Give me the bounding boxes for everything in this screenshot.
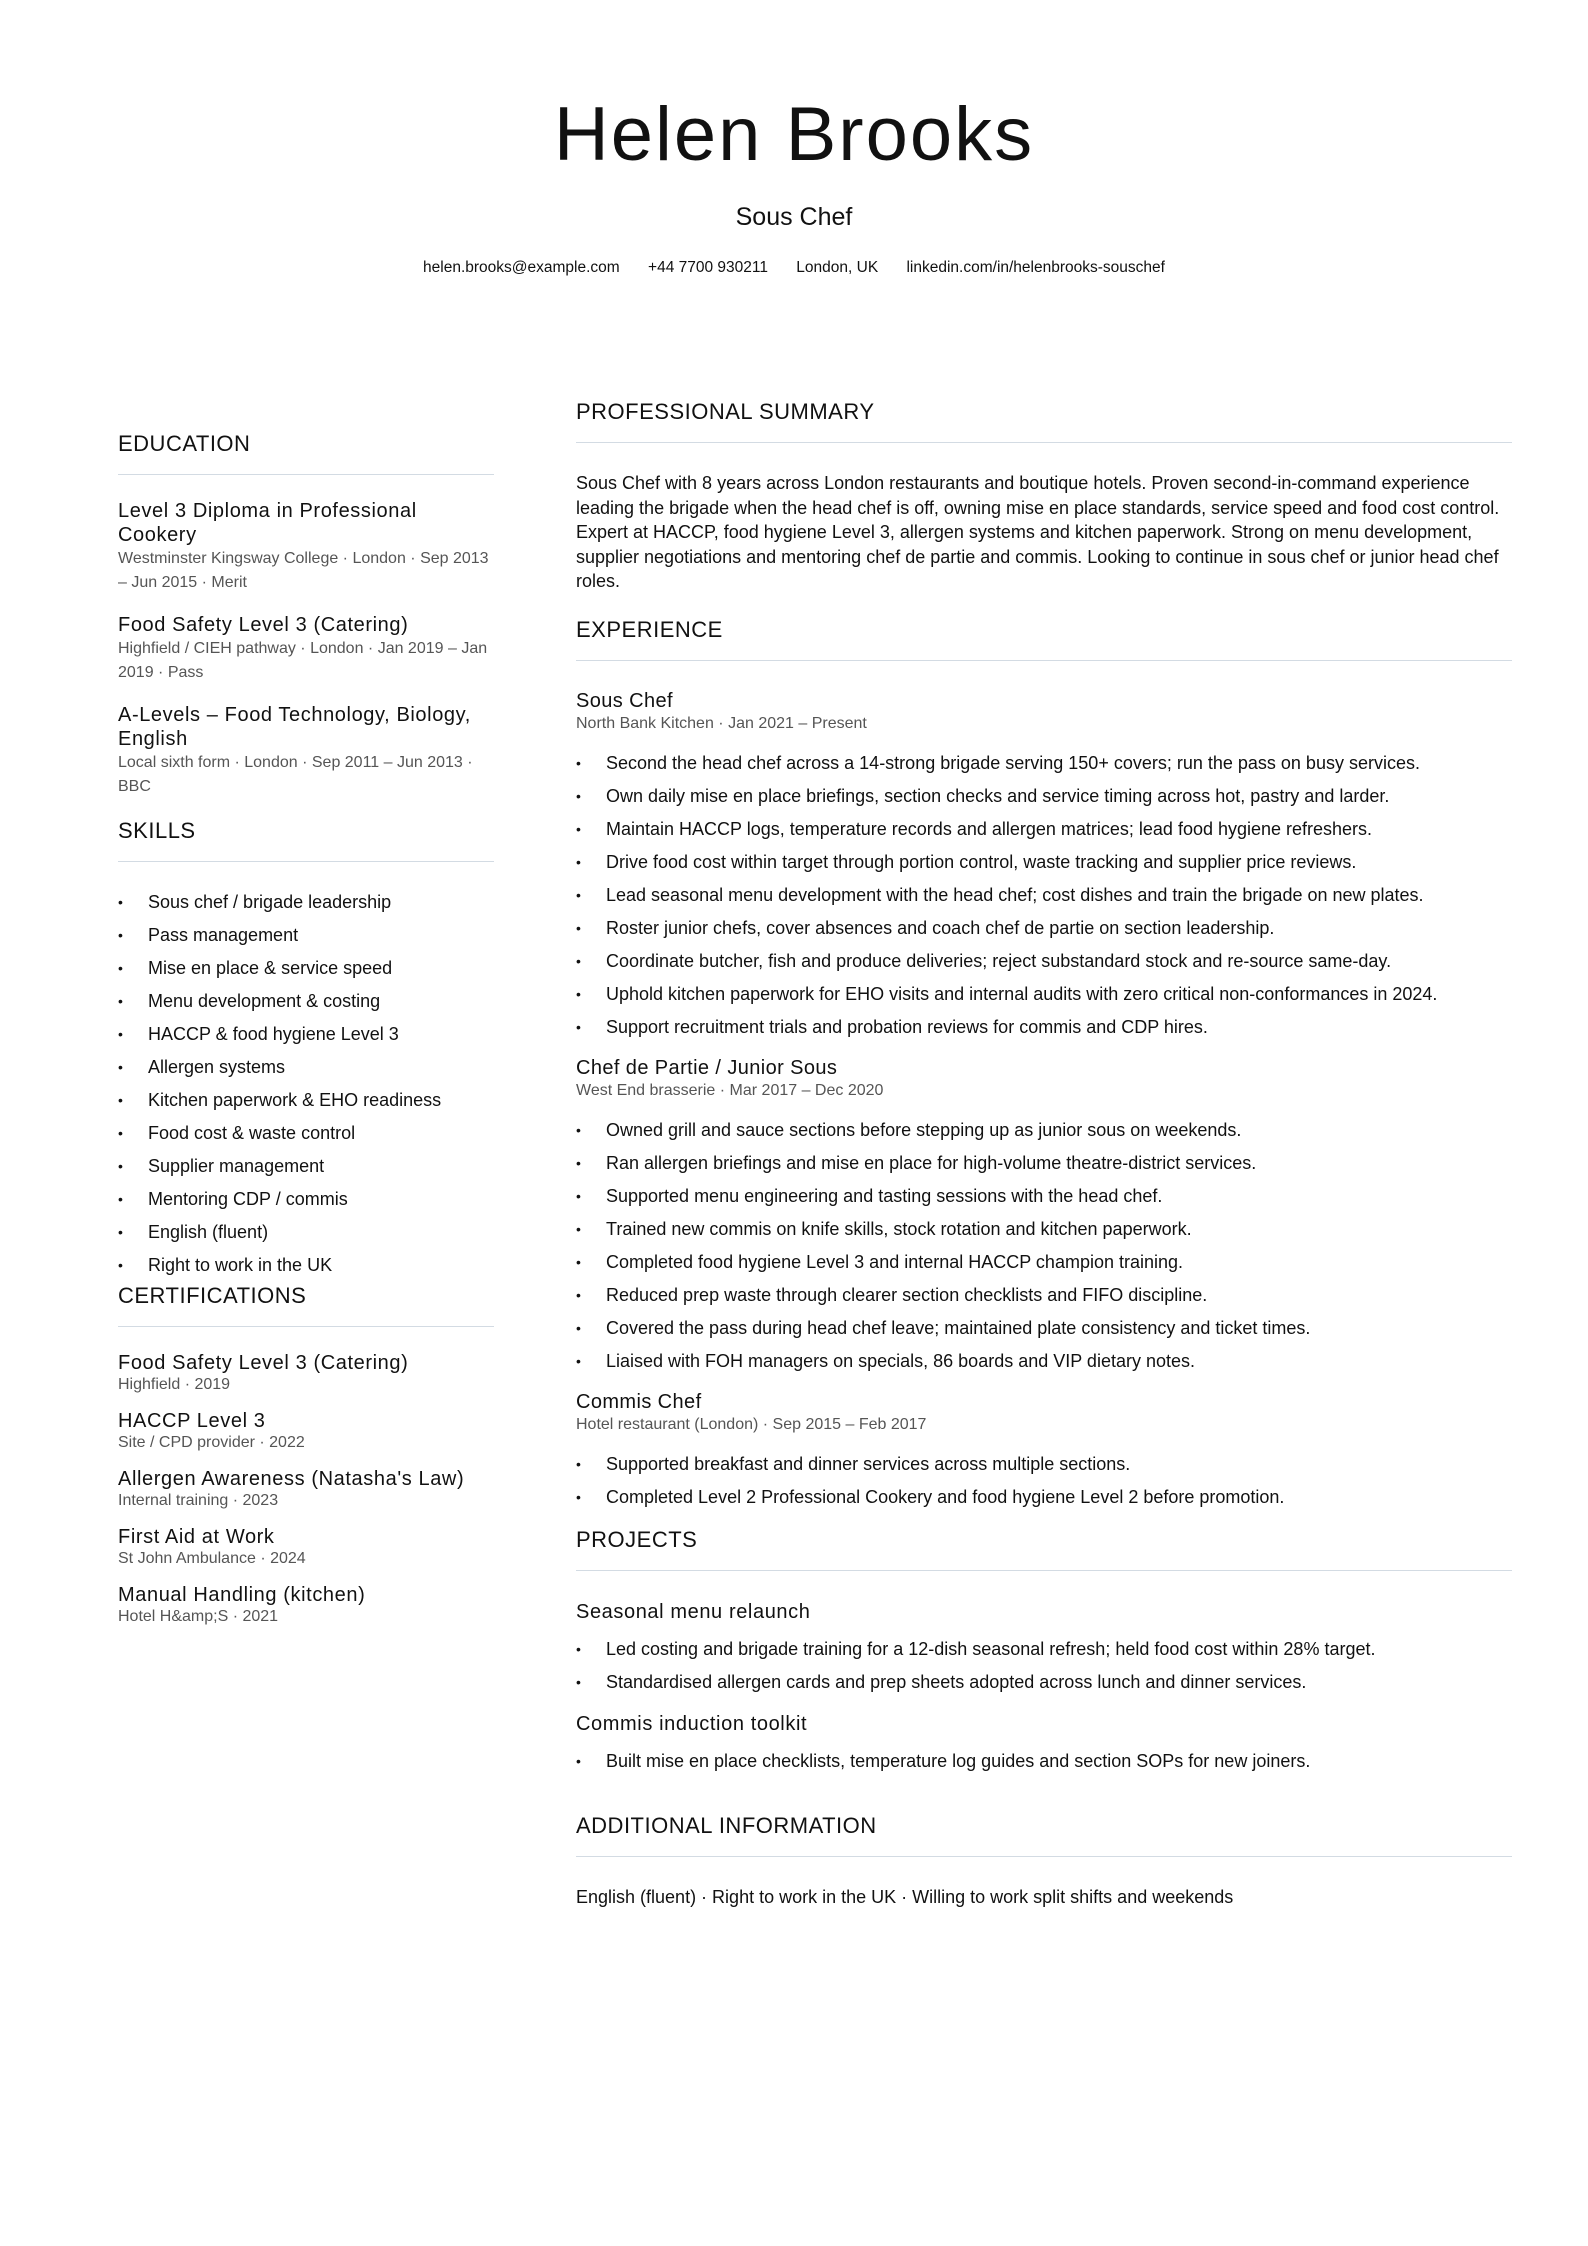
education-heading: EDUCATION	[118, 430, 494, 475]
candidate-name: Helen Brooks	[553, 92, 1035, 177]
certification-title: Manual Handling (kitchen)	[118, 1584, 366, 1606]
skill-item: • Food cost & waste control	[118, 1117, 494, 1150]
certification-item	[118, 1467, 494, 1511]
job-title: Chef de Partie / Junior Sous	[576, 1056, 838, 1079]
certification-meta: Site / CPD provider · 2022	[118, 1434, 305, 1451]
skill-item: • Mentoring CDP / commis	[118, 1183, 494, 1216]
additional-section	[576, 1812, 1512, 1909]
certification-meta: Internal training · 2023	[118, 1492, 279, 1509]
contact-email: helen.brooks@example.com	[423, 259, 620, 276]
project-bullet: • Standardised allergen cards and prep sheets adopted across lunch and dinner services.	[576, 1666, 1512, 1699]
project-entry	[576, 1711, 1512, 1778]
skill-item: • Mise en place & service speed	[118, 952, 494, 985]
project-title: Commis induction toolkit	[576, 1712, 808, 1735]
job-bullet: • Drive food cost within target through portion control, waste tracking and supplier price reviews.	[576, 846, 1512, 879]
project-bullets	[576, 1745, 1512, 1778]
certification-meta: St John Ambulance · 2024	[118, 1550, 306, 1567]
job-bullet: • Reduced prep waste through clearer section checklists and FIFO discipline.	[576, 1279, 1512, 1312]
additional-heading: ADDITIONAL INFORMATION	[576, 1812, 1512, 1857]
certifications-heading: CERTIFICATIONS	[118, 1282, 494, 1327]
job-bullet: • Supported menu engineering and tasting sessions with the head chef.	[576, 1180, 1512, 1213]
project-title: Seasonal menu relaunch	[576, 1600, 811, 1623]
certification-item	[118, 1409, 494, 1453]
education-meta: Highfield / CIEH pathway · London · Jan 2019 – Jan 2019 · Pass	[118, 640, 488, 681]
skill-item: • Menu development & costing	[118, 985, 494, 1018]
job-bullet: • Supported breakfast and dinner services across multiple sections.	[576, 1448, 1512, 1481]
job-bullet: • Owned grill and sauce sections before stepping up as junior sous on weekends.	[576, 1114, 1512, 1147]
skills-list	[118, 886, 494, 1282]
education-section	[118, 430, 494, 799]
job-meta: West End brasserie · Mar 2017 – Dec 2020	[576, 1081, 884, 1099]
certification-title: Food Safety Level 3 (Catering)	[118, 1352, 409, 1374]
contact-location: London, UK	[796, 259, 879, 276]
summary-text: Sous Chef with 8 years across London restaurants and boutique hotels. Proven second-in-command experience leading the brigade when the head chef is off, owning mise en place standards, service speed and food cost control. Expert at HACCP, food hygiene Level 3, allergen systems and kitchen paperwork. Strong on menu development, supplier negotiations and mentoring chef de partie and commis. Looking to continue in sous chef or junior head chef roles.	[576, 473, 1500, 591]
certification-title: First Aid at Work	[118, 1526, 275, 1548]
resume-header	[0, 90, 1588, 278]
education-item	[118, 499, 494, 595]
job-bullet: • Own daily mise en place briefings, section checks and service timing across hot, pastry and larder.	[576, 780, 1512, 813]
projects-heading: PROJECTS	[576, 1526, 1512, 1571]
job-title: Commis Chef	[576, 1390, 702, 1413]
project-entry	[576, 1599, 1512, 1699]
skill-item: • Allergen systems	[118, 1051, 494, 1084]
skills-section	[118, 817, 494, 1282]
job-meta: North Bank Kitchen · Jan 2021 – Present	[576, 714, 867, 732]
certifications-section	[118, 1282, 494, 1627]
job-bullet: • Roster junior chefs, cover absences and coach chef de partie on section leadership.	[576, 912, 1512, 945]
job-bullet: • Support recruitment trials and probation reviews for commis and CDP hires.	[576, 1011, 1512, 1044]
skill-item: • English (fluent)	[118, 1216, 494, 1249]
summary-heading: PROFESSIONAL SUMMARY	[576, 398, 1512, 443]
contact-phone: +44 7700 930211	[648, 259, 768, 276]
experience-section	[576, 616, 1512, 1514]
certification-title: Allergen Awareness (Natasha's Law)	[118, 1468, 465, 1490]
education-meta: Local sixth form · London · Sep 2011 – Jun 2013 · BBC	[118, 754, 473, 795]
skills-heading: SKILLS	[118, 817, 494, 862]
additional-text: English (fluent) · Right to work in the UK · Willing to work split shifts and weekends	[576, 1886, 1234, 1907]
education-item	[118, 613, 494, 685]
skill-item: • HACCP & food hygiene Level 3	[118, 1018, 494, 1051]
contact-linkedin: linkedin.com/in/helenbrooks-souschef	[906, 259, 1165, 276]
projects-section	[576, 1526, 1512, 1778]
skill-item: • Sous chef / brigade leadership	[118, 886, 494, 919]
job-bullet: • Liaised with FOH managers on specials, 86 boards and VIP dietary notes.	[576, 1345, 1512, 1378]
job-bullet: • Completed Level 2 Professional Cookery and food hygiene Level 2 before promotion.	[576, 1481, 1512, 1514]
certification-meta: Highfield · 2019	[118, 1376, 231, 1393]
job-entry	[576, 1390, 1512, 1514]
education-title: Level 3 Diploma in Professional Cookery	[118, 500, 417, 546]
contact-line	[0, 258, 1588, 278]
job-bullet: • Completed food hygiene Level 3 and internal HACCP champion training.	[576, 1246, 1512, 1279]
candidate-role: Sous Chef	[735, 203, 853, 231]
job-entry	[576, 1056, 1512, 1378]
job-bullets	[576, 1448, 1512, 1514]
job-bullet: • Maintain HACCP logs, temperature records and allergen matrices; lead food hygiene refreshers.	[576, 813, 1512, 846]
job-bullet: • Second the head chef across a 14-strong brigade serving 150+ covers; run the pass on busy services.	[576, 747, 1512, 780]
project-bullet: • Built mise en place checklists, temperature log guides and section SOPs for new joiners.	[576, 1745, 1512, 1778]
education-title: A-Levels – Food Technology, Biology, English	[118, 704, 471, 750]
skill-item: • Kitchen paperwork & EHO readiness	[118, 1084, 494, 1117]
job-bullet: • Ran allergen briefings and mise en place for high-volume theatre-district services.	[576, 1147, 1512, 1180]
education-meta: Westminster Kingsway College · London · Sep 2013 – Jun 2015 · Merit	[118, 550, 489, 591]
education-title: Food Safety Level 3 (Catering)	[118, 614, 409, 636]
job-bullet: • Uphold kitchen paperwork for EHO visits and internal audits with zero critical non-conformances in 2024.	[576, 978, 1512, 1011]
certification-item	[118, 1583, 494, 1627]
certification-item	[118, 1525, 494, 1569]
skill-item: • Right to work in the UK	[118, 1249, 494, 1282]
job-title: Sous Chef	[576, 689, 673, 712]
summary-section	[576, 398, 1512, 594]
skill-item: • Supplier management	[118, 1150, 494, 1183]
certification-title: HACCP Level 3	[118, 1410, 266, 1432]
project-bullet: • Led costing and brigade training for a 12-dish seasonal refresh; held food cost within 28% target.	[576, 1633, 1512, 1666]
certification-item	[118, 1351, 494, 1395]
job-bullets	[576, 747, 1512, 1044]
job-bullets	[576, 1114, 1512, 1378]
left-column	[118, 430, 494, 1641]
job-meta: Hotel restaurant (London) · Sep 2015 – Feb 2017	[576, 1415, 927, 1433]
certification-meta: Hotel H&amp;S · 2021	[118, 1608, 279, 1625]
project-bullets	[576, 1633, 1512, 1699]
education-item	[118, 703, 494, 799]
job-entry	[576, 689, 1512, 1044]
job-bullet: • Trained new commis on knife skills, stock rotation and kitchen paperwork.	[576, 1213, 1512, 1246]
job-bullet: • Covered the pass during head chef leave; maintained plate consistency and ticket times.	[576, 1312, 1512, 1345]
experience-heading: EXPERIENCE	[576, 616, 1512, 661]
job-bullet: • Lead seasonal menu development with the head chef; cost dishes and train the brigade on new plates.	[576, 879, 1512, 912]
job-bullet: • Coordinate butcher, fish and produce deliveries; reject substandard stock and re-source same-day.	[576, 945, 1512, 978]
skill-item: • Pass management	[118, 919, 494, 952]
right-column	[576, 398, 1512, 1909]
